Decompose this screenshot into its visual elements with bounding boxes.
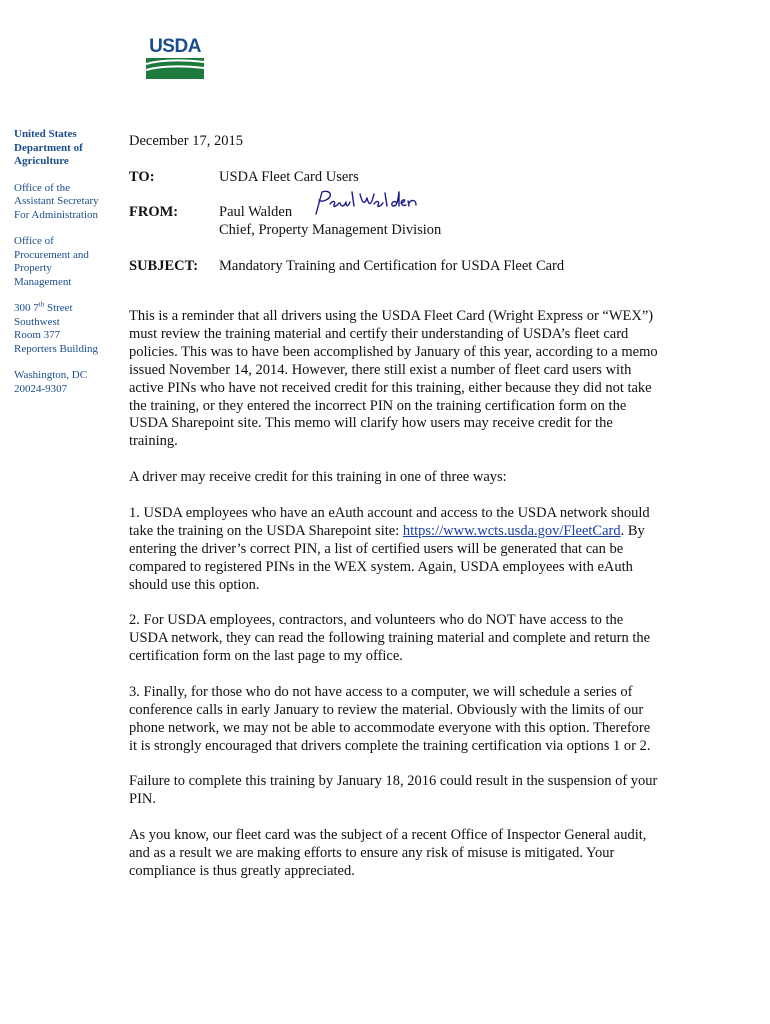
letterhead-sidebar [14, 128, 114, 409]
paragraph-option-1: 1. USDA employees who have an eAuth account and access to the USDA network should take the training on the USDA Sharepoint site: https://www.wcts.usda.gov/FleetCard. By entering the driver’s correct PIN, a list of certified users will be generated that can be compared to registered PINs in the WEX system. Again, USDA employees with eAuth should use this option. [129, 504, 650, 593]
subject-value: Mandatory Training and Certification for USDA Fleet Card [219, 258, 565, 274]
from-label: FROM: [129, 204, 179, 220]
paragraph-three-ways: A driver may receive credit for this training in one of three ways: [129, 469, 507, 486]
memo-body [129, 308, 661, 899]
paragraph-option-3: 3. Finally, for those who do not have access to a computer, we will schedule a series of conference calls in early January to review the material. Obviously with the limits of our phone network, we may not be able to accommodate everyone with this option. Therefore it is strongly encouraged that drivers complete the training certification via options 1 or 2. [129, 683, 651, 754]
fleet-card-sharepoint-link[interactable]: https://www.wcts.usda.gov/FleetCard [402, 522, 621, 539]
from-name: Paul Walden [219, 204, 293, 220]
paragraph-reminder: This is a reminder that all drivers using the USDA Fleet Card (Wright Express or “WEX”) must review the training material and certify their understanding of USDA’s fleet card policies. This was to have been accomplished by January of this year, according to a memo issued November 14, 2014. However, there still exist a number of fleet card users with active PINs who have not received credit for this training, either because they did not take the training, or they entered the incorrect PIN on the training certification form on the USDA Sharepoint site. This memo will clarify how users may receive credit for the training. [129, 308, 658, 450]
paragraph-deadline: Failure to complete this training by January 18, 2016 could result in the suspension of your PIN. [129, 773, 658, 808]
usda-logo [146, 37, 204, 79]
office-procurement: Office of Procurement and Property Management [14, 235, 89, 288]
usda-logo-hills-icon [146, 58, 204, 79]
office-city: Washington, DC 20024-9307 [14, 369, 88, 395]
paragraph-closing: As you know, our fleet card was the subject of a recent Office of Inspector General audit, and as a result we are making efforts to ensure any risk of misuse is mitigated. Your compliance is thus greatly appreciated. [129, 827, 647, 879]
paragraph-option-2: 2. For USDA employees, contractors, and volunteers who do NOT have access to the USDA network, they can read the following training material and complete and return the certification form on the last page to my office. [129, 612, 651, 665]
to-value: USDA Fleet Card Users [219, 169, 359, 185]
memo-date: December 17, 2015 [129, 133, 243, 149]
office-assistant-secretary: Office of the Assistant Secretary For Administration [14, 181, 99, 221]
street-line: 300 7th Street [14, 300, 73, 314]
subject-label: SUBJECT: [129, 258, 199, 274]
from-title: Chief, Property Management Division [219, 222, 442, 238]
office-address: 300 7th Street Southwest Room 377 Reporters Building [14, 302, 114, 356]
handwritten-signature [310, 188, 425, 218]
department-name: United States Department of Agriculture [14, 128, 83, 167]
to-label: TO: [129, 169, 155, 185]
usda-logo-text: USDA [149, 36, 201, 57]
